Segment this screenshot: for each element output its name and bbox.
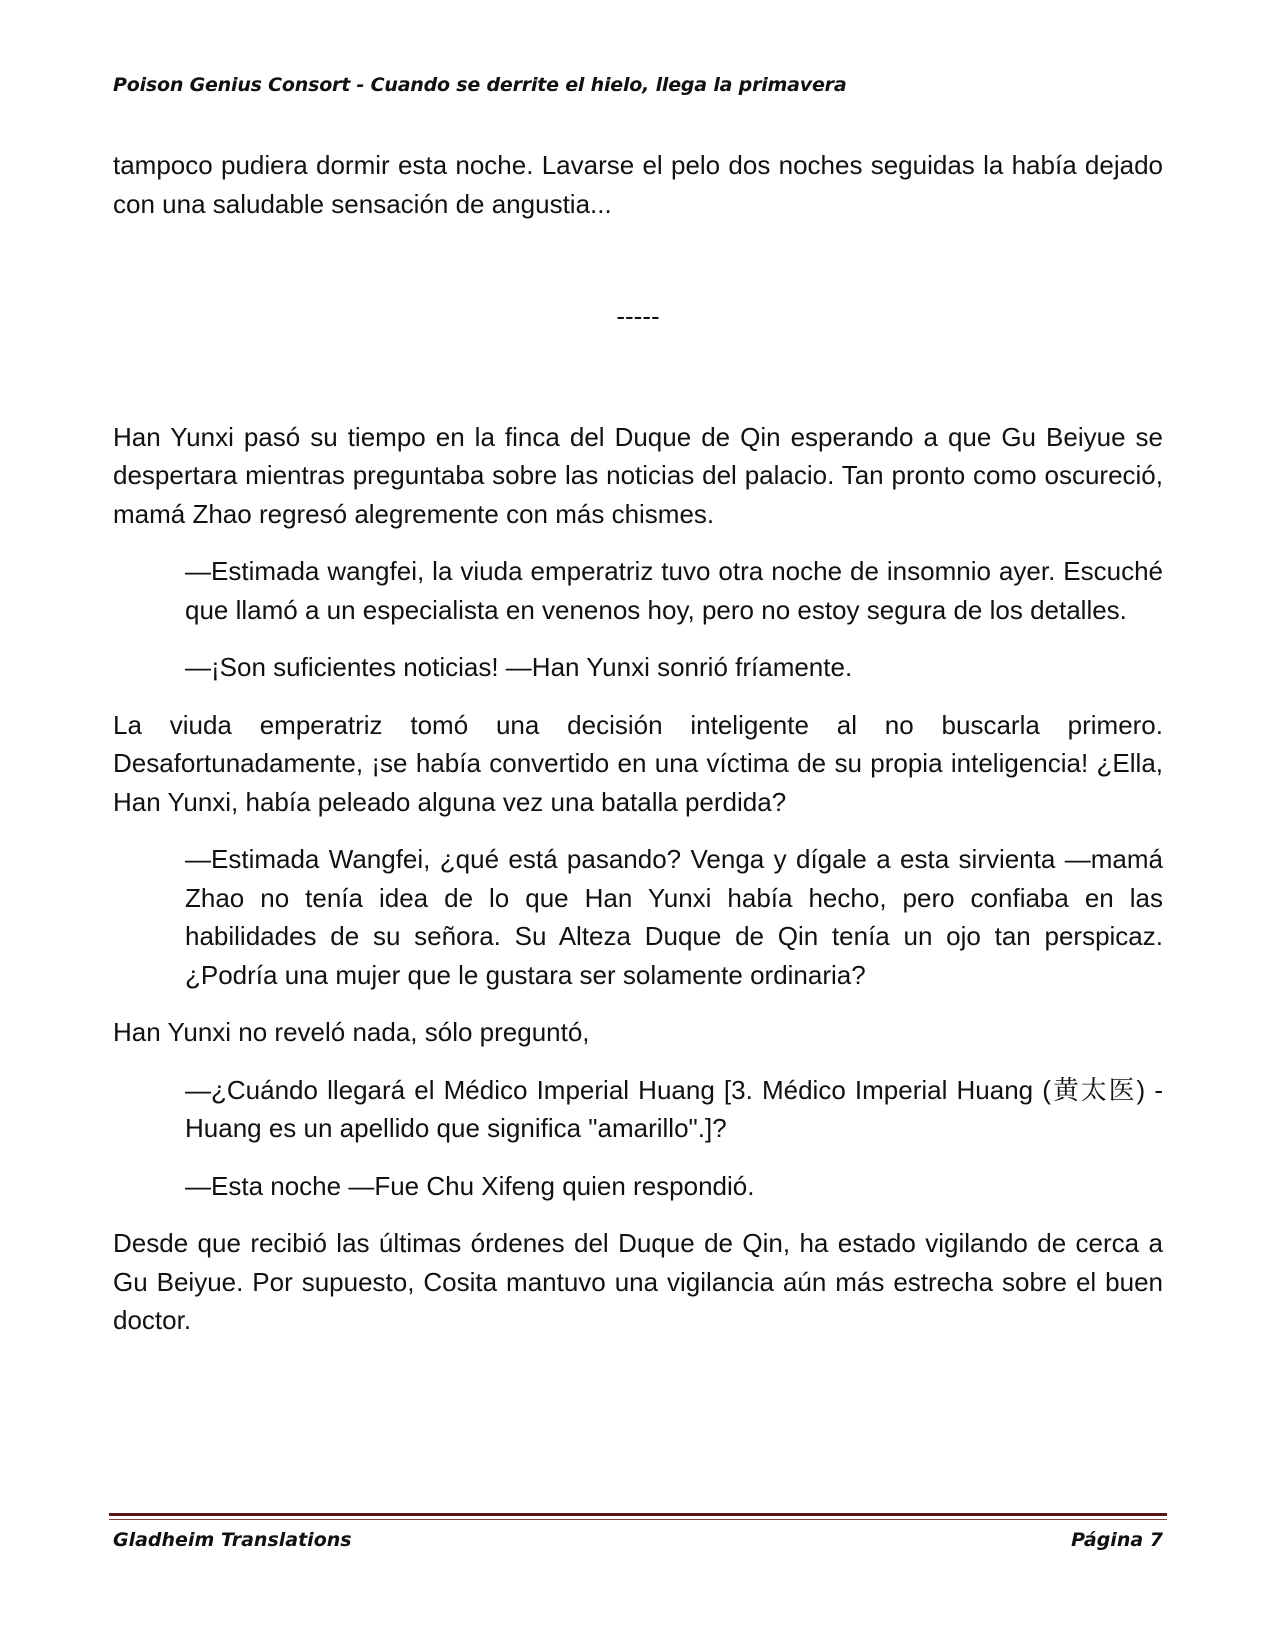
dialogue-paragraph: —Esta noche —Fue Chu Xifeng quien respondió. (185, 1170, 755, 1201)
dialogue-paragraph: —Estimada Wangfei, ¿qué está pasando? Venga y dígale a esta sirvienta —mamá Zhao no tenía idea de lo que Han Yunxi había hecho, pero confiaba en las habilidades de su señora. Su Alteza Duque de Qin tenía un ojo tan perspicaz. ¿Podría una mujer que le gustara ser solamente ordinaria? (185, 844, 1163, 990)
paragraph: tampoco pudiera dormir esta noche. Lavarse el pelo dos noches seguidas la había dejado con una saludable sensación de angustia... (113, 150, 1163, 219)
footer-rule-thin (109, 1519, 1167, 1520)
scene-separator: ----- (616, 301, 660, 331)
paragraph: Han Yunxi no reveló nada, sólo preguntó, (113, 1017, 590, 1047)
dialogue-paragraph: —¡Son suficientes noticias! —Han Yunxi sonrió fríamente. (185, 652, 853, 682)
running-footer (113, 1529, 1163, 1551)
paragraph: La viuda emperatriz tomó una decisión inteligente al no buscarla primero. Desafortunadamente, ¡se había convertido en una víctima de su propia inteligencia! ¿Ella, Han Yunxi, había peleado alguna vez una batalla perdida? (113, 709, 1163, 817)
footer-rule (109, 1513, 1167, 1516)
paragraph: Desde que recibió las últimas órdenes del Duque de Qin, ha estado vigilando de cerca a Gu Beiyue. Por supuesto, Cosita mantuvo una vigilancia aún más estrecha sobre el buen doctor. (113, 1228, 1163, 1335)
body-text (113, 146, 1163, 1359)
paragraph: Han Yunxi pasó su tiempo en la finca del Duque de Qin esperando a que Gu Beiyue se despertara mientras preguntaba sobre las noticias del palacio. Tan pronto como oscureció, mamá Zhao regresó alegremente con más chismes. (113, 421, 1163, 529)
page-number: Página 7 (1071, 1529, 1163, 1551)
running-header: Poison Genius Consort - Cuando se derrite el hielo, llega la primavera (113, 74, 847, 96)
dialogue-paragraph: —¿Cuándo llegará el Médico Imperial Huang [3. Médico Imperial Huang (黄太医) - Huang es un apellido que significa "amarillo".]? (185, 1074, 1163, 1143)
dialogue-paragraph: —Estimada wangfei, la viuda emperatriz tuvo otra noche de insomnio ayer. Escuché que llamó a un especialista en venenos hoy, pero no estoy segura de los detalles. (185, 556, 1163, 625)
footer-publisher: Gladheim Translations (113, 1529, 352, 1551)
